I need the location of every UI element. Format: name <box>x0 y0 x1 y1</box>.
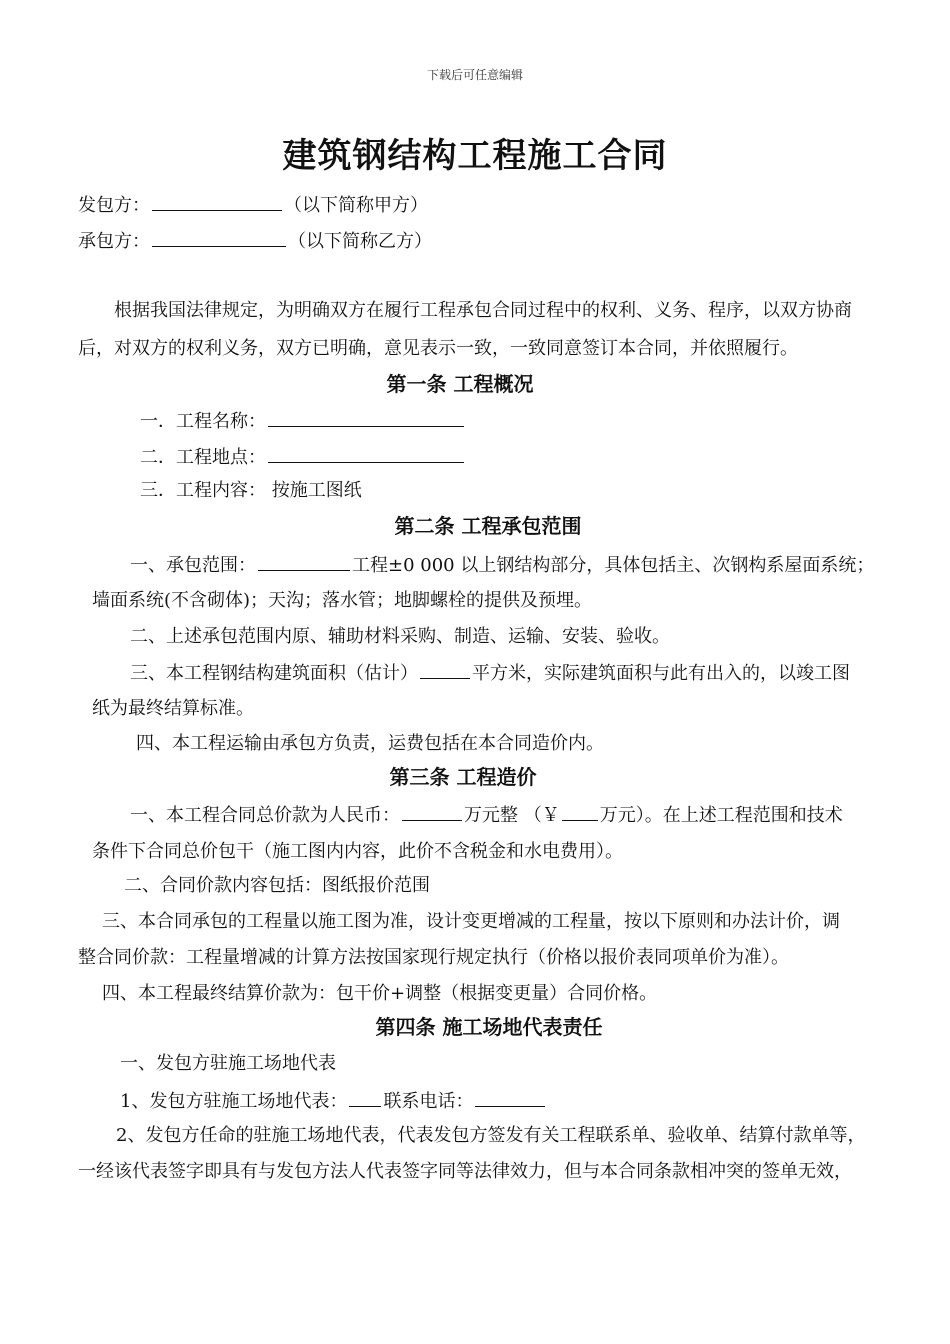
article-1-item-1 <box>140 408 466 434</box>
preamble-line-1: 根据我国法律规定，为明确双方在履行工程承包合同过程中的权利、义务、程序，以双方协商 <box>114 300 852 321</box>
scope-text: 工程±0 000 以上钢结构部分，具体包括主、次钢构系屋面系统； <box>352 555 875 576</box>
article-1-item-2 <box>140 444 466 470</box>
project-name-label: 一．工程名称： <box>140 411 266 432</box>
article-3-para-3: 三、本合同承包的工程量以施工图为准，设计变更增减的工程量，按以下原则和办法计价，调 <box>102 911 840 932</box>
contractor-line <box>78 228 432 254</box>
price-text: 万元）。在上述工程范围和技术 <box>599 805 843 826</box>
phone-blank <box>475 1088 545 1107</box>
article-2-para-1 <box>130 552 874 578</box>
phone-label: 联系电话： <box>383 1091 474 1112</box>
article-2-para-3 <box>130 660 850 686</box>
area-blank <box>420 660 470 679</box>
area-label: 三、本工程钢结构建筑面积（估计） <box>130 663 418 684</box>
article-4-para-3-cont: 一经该代表签字即具有与发包方法人代表签字同等法律效力，但与本合同条款相冲突的签单无效， <box>78 1161 852 1182</box>
scope-label: 一、承包范围： <box>130 555 256 576</box>
contractor-label: 承包方： <box>78 231 150 252</box>
employer-suffix: （以下简称甲方） <box>284 195 428 216</box>
employer-label: 发包方： <box>78 195 150 216</box>
article-3-para-3-cont: 整合同价款：工程量增减的计算方法按国家现行规定执行（价格以报价表同项单价为准）。 <box>78 947 789 968</box>
article-4-para-3: 2、发包方任命的驻施工场地代表，代表发包方签发有关工程联系单、验收单、结算付款单等， <box>116 1125 866 1146</box>
article-4-heading: 第四条 施工场地代表责任 <box>375 1015 603 1039</box>
article-3-para-4: 四、本工程最终结算价款为：包干价+调整（根据变更量）合同价格。 <box>102 983 658 1004</box>
article-2-para-2: 二、上述承包范围内原、辅助材料采购、制造、运输、安装、验收。 <box>130 626 670 647</box>
article-4-para-1: 一、发包方驻施工场地代表 <box>120 1053 336 1074</box>
article-4-para-2 <box>120 1088 547 1114</box>
price-words-blank <box>402 802 462 821</box>
article-3-para-1 <box>130 802 843 828</box>
article-2-para-3-cont: 纸为最终结算标准。 <box>92 698 254 719</box>
price-unit: 万元整 （￥ <box>464 805 560 826</box>
project-location-blank <box>268 444 464 463</box>
project-location-label: 二．工程地点： <box>140 447 266 468</box>
contract-title: 建筑钢结构工程施工合同 <box>282 136 668 176</box>
rep-label: 1、发包方驻施工场地代表： <box>120 1091 348 1112</box>
article-3-heading: 第三条 工程造价 <box>389 765 537 789</box>
header-note: 下载后可任意编辑 <box>426 68 523 82</box>
price-label: 一、本工程合同总价款为人民币： <box>130 805 400 826</box>
article-2-para-1-cont: 墙面系统(不含砌体)；天沟；落水管；地脚螺栓的提供及预埋。 <box>92 590 593 611</box>
contractor-suffix: （以下简称乙方） <box>288 231 432 252</box>
article-2-heading: 第二条 工程承包范围 <box>394 514 582 538</box>
article-3-para-2: 二、合同价款内容包括：图纸报价范围 <box>124 875 430 896</box>
employer-line <box>78 192 428 218</box>
article-2-para-4: 四、本工程运输由承包方负责，运费包括在本合同造价内。 <box>136 733 604 754</box>
employer-blank <box>152 192 282 211</box>
article-1-heading: 第一条 工程概况 <box>386 372 534 396</box>
area-text: 平方米，实际建筑面积与此有出入的，以竣工图 <box>472 663 850 684</box>
preamble-line-2: 后，对双方的权利义务，双方已明确，意见表示一致，一致同意签订本合同，并依照履行。 <box>78 338 798 359</box>
project-name-blank <box>268 408 464 427</box>
rep-blank <box>349 1088 381 1107</box>
contractor-blank <box>152 228 286 247</box>
article-3-para-1-cont: 条件下合同总价包干（施工图内内容，此价不含税金和水电费用）。 <box>92 841 623 862</box>
scope-blank <box>258 552 350 571</box>
article-1-item-3: 三．工程内容： 按施工图纸 <box>140 480 362 501</box>
price-figure-blank <box>562 802 598 821</box>
